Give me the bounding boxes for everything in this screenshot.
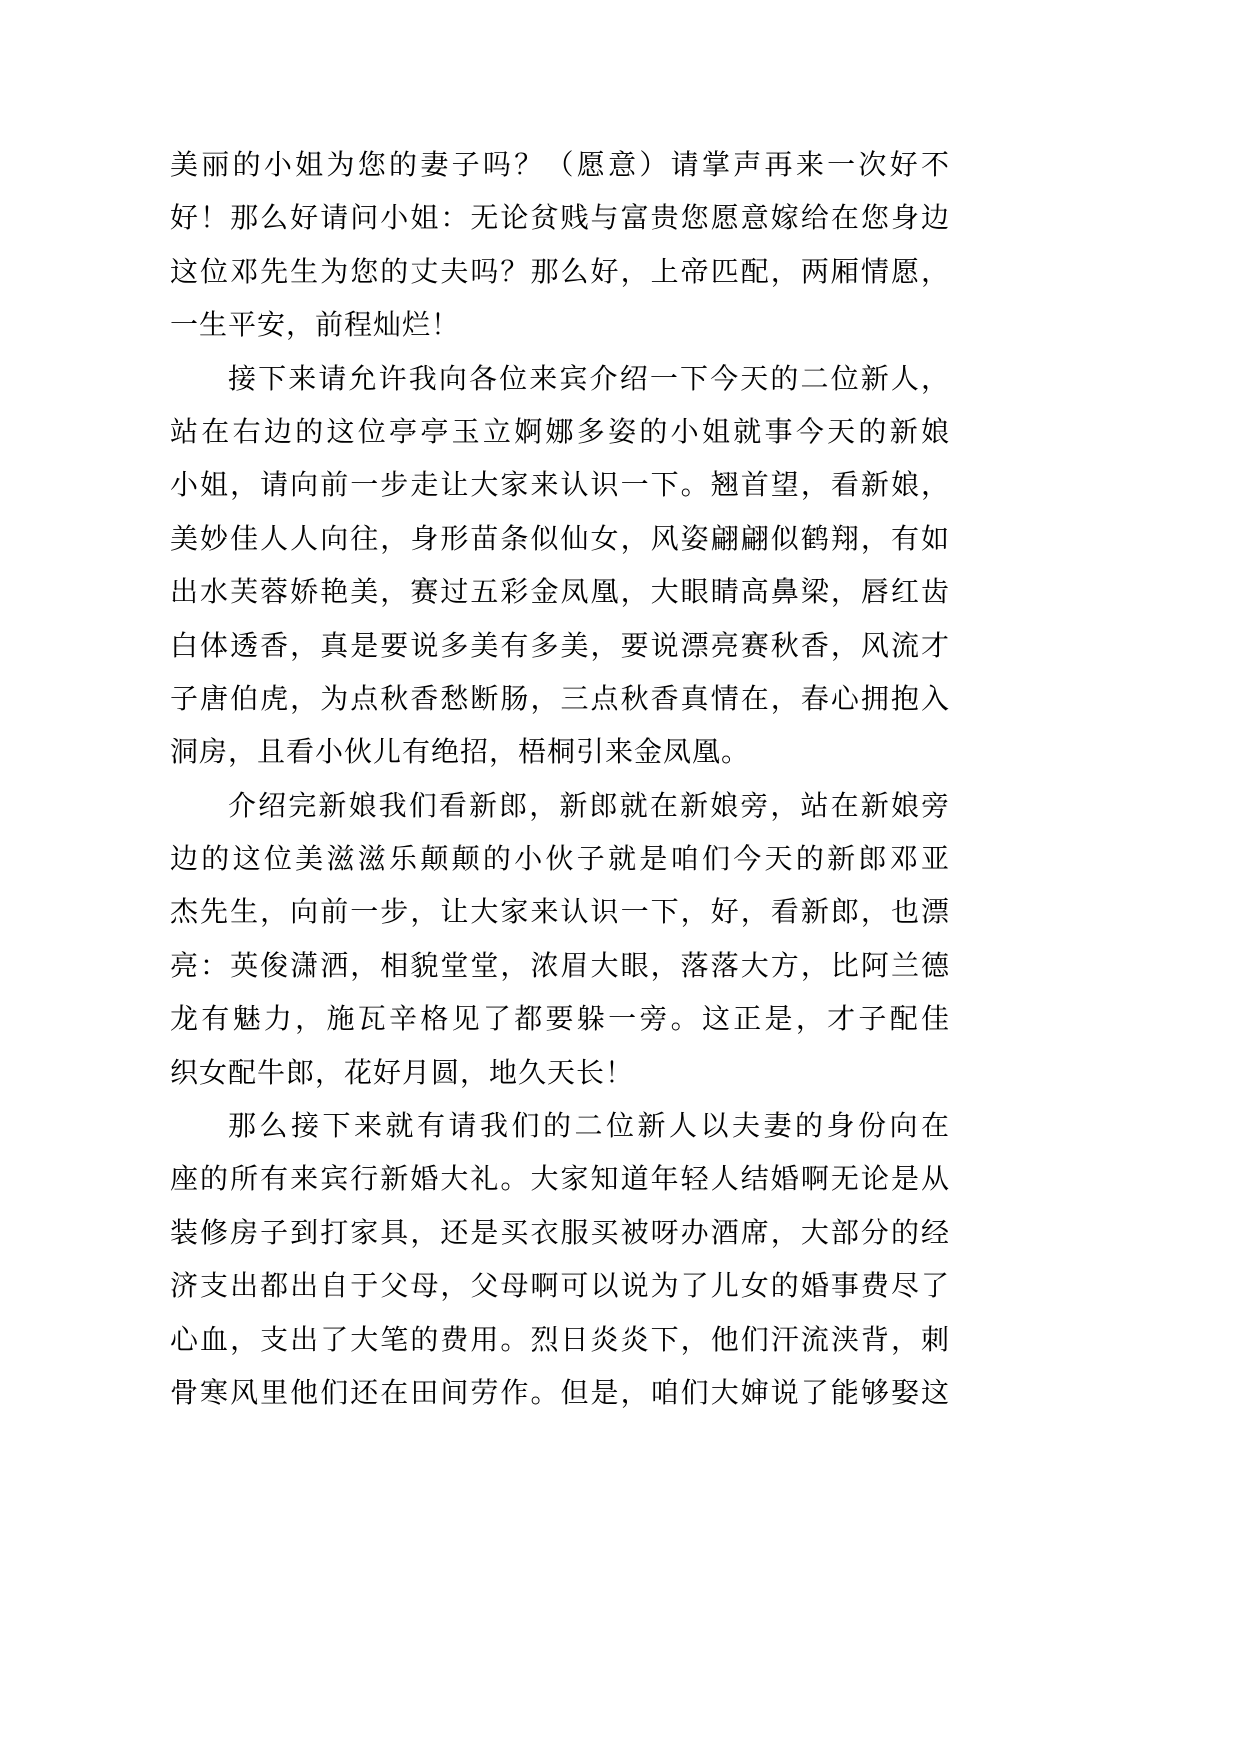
text-line: 亮：英俊潇洒，相貌堂堂，浓眉大眼，落落大方，比阿兰德 — [170, 948, 950, 982]
text-line: 接下来请允许我向各位来宾介绍一下今天的二位新人， — [228, 361, 950, 395]
text-line: 出水芙蓉娇艳美，赛过五彩金凤凰，大眼睛高鼻梁，唇红齿 — [170, 575, 950, 609]
text-line: 子唐伯虎，为点秋香愁断肠，三点秋香真情在，春心拥抱入 — [170, 681, 950, 715]
paragraph — [170, 352, 950, 779]
text-line: 织女配牛郎，花好月圆，地久天长！ — [170, 1055, 635, 1089]
text-line: 心血，支出了大笔的费用。烈日炎炎下，他们汗流浃背，刺 — [170, 1322, 950, 1356]
text-line: 小姐，请向前一步走让大家来认识一下。翘首望，看新娘， — [170, 468, 950, 502]
text-line: 边的这位美滋滋乐颠颠的小伙子就是咱们今天的新郎邓亚 — [170, 842, 950, 876]
text-line: 站在右边的这位亭亭玉立婀娜多姿的小姐就事今天的新娘 — [170, 414, 950, 448]
text-line: 骨寒风里他们还在田间劳作。但是，咱们大婶说了能够娶这 — [170, 1375, 950, 1409]
paragraph — [170, 779, 950, 1099]
text-line: 介绍完新娘我们看新郎，新郎就在新娘旁，站在新娘旁 — [228, 788, 950, 822]
paragraph — [170, 138, 950, 352]
text-line: 装修房子到打家具，还是买衣服买被呀办酒席，大部分的经 — [170, 1215, 950, 1249]
text-line: 美丽的小姐为您的妻子吗？（愿意）请掌声再来一次好不 — [170, 148, 950, 181]
text-line: 白体透香，真是要说多美有多美，要说漂亮赛秋香，风流才 — [170, 628, 950, 662]
text-line: 座的所有来宾行新婚大礼。大家知道年轻人结婚啊无论是从 — [170, 1162, 950, 1196]
text-line: 杰先生，向前一步，让大家来认识一下，好，看新郎，也漂 — [170, 895, 950, 929]
text-line: 龙有魅力，施瓦辛格见了都要躲一旁。这正是，才子配佳 — [170, 1002, 950, 1036]
text-line: 那么接下来就有请我们的二位新人以夫妻的身份向在 — [228, 1109, 950, 1143]
document-page — [170, 138, 950, 1419]
paragraph — [170, 1099, 950, 1419]
text-line: 好！那么好请问小姐：无论贫贱与富贵您愿意嫁给在您身边 — [170, 201, 950, 235]
text-line: 济支出都出自于父母，父母啊可以说为了儿女的婚事费尽了 — [170, 1269, 950, 1303]
text-line: 这位邓先生为您的丈夫吗？那么好，上帝匹配，两厢情愿， — [170, 254, 950, 288]
text-line: 一生平安，前程灿烂！ — [170, 308, 461, 342]
text-line: 美妙佳人人向往，身形苗条似仙女，风姿翩翩似鹤翔，有如 — [170, 521, 950, 555]
text-line: 洞房，且看小伙儿有绝招，梧桐引来金凤凰。 — [170, 735, 751, 769]
